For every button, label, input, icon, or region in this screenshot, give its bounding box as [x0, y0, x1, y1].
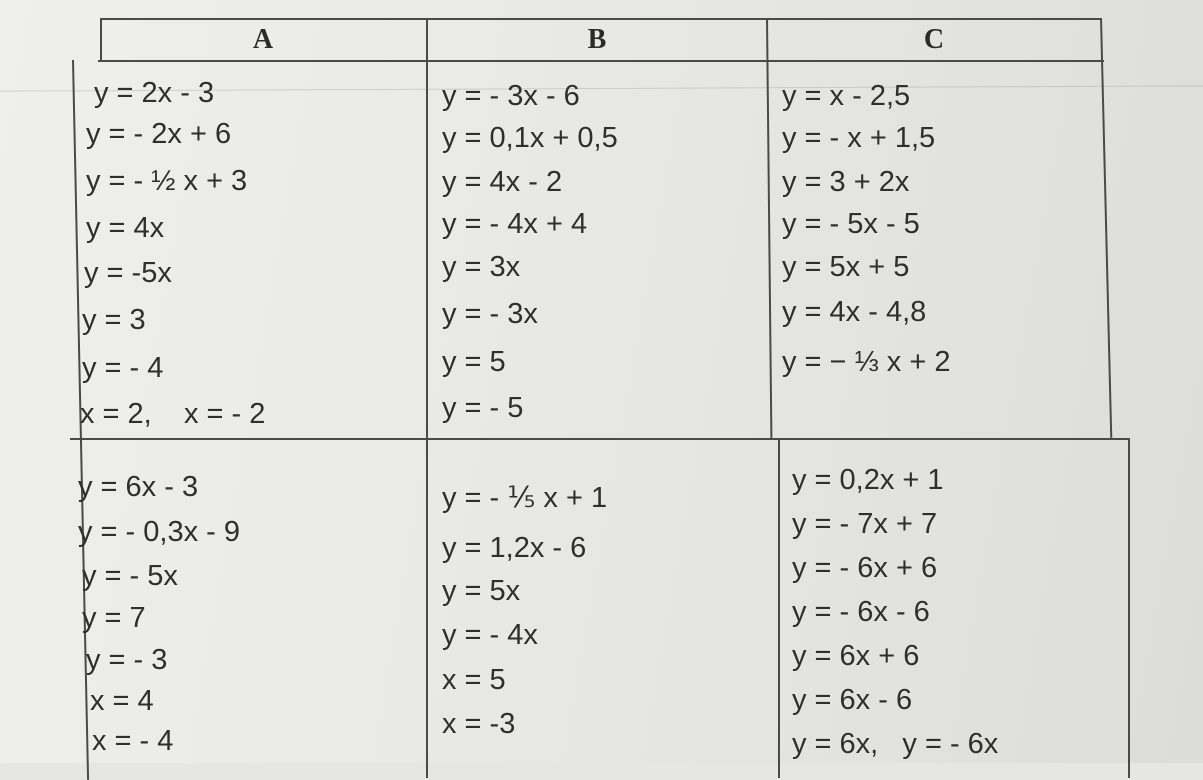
cell-b-row2 — [442, 470, 772, 746]
equation: y = 3 — [82, 304, 146, 336]
table-border-row-divider — [70, 438, 1130, 440]
header-c: C — [923, 24, 945, 55]
equation: y = -5x — [84, 257, 172, 289]
equation: x = 5 — [442, 664, 506, 696]
equation: y = 7 — [82, 602, 146, 634]
equation: y = - 5 — [442, 392, 524, 424]
table-border-col-ab — [426, 18, 428, 778]
equation: y = 0,1x + 0,5 — [442, 122, 618, 154]
equation: y = 3 + 2x — [782, 166, 910, 198]
equation: y = - 0,3x - 9 — [78, 516, 240, 548]
equation: y = - ½ x + 3 — [86, 165, 248, 197]
equation: y = - 3x — [442, 298, 538, 330]
equation: y = 5x + 5 — [782, 251, 910, 283]
equation: y = 2x - 3 — [94, 77, 215, 109]
table-border-top — [100, 18, 1100, 20]
equation: y = - 3 — [86, 644, 168, 676]
equation: y = 0,2x + 1 — [792, 464, 944, 496]
equation: y = 4x — [86, 212, 165, 244]
equation: x = 4 — [90, 685, 154, 717]
equation: y = 5 — [442, 346, 506, 378]
equation: y = - 5x - 5 — [782, 208, 920, 240]
cell-c-row2 — [792, 458, 1122, 766]
equation: x = 2, x = - 2 — [80, 398, 266, 430]
equation: x = - 4 — [92, 725, 174, 757]
equation: y = - 6x + 6 — [792, 552, 938, 584]
equation: y = - ⅕ x + 1 — [442, 482, 608, 514]
equation: y = 6x, y = - 6x — [792, 728, 999, 760]
table-border-header-bottom — [98, 60, 1104, 62]
header-b: B — [587, 24, 607, 55]
equation: y = - 5x — [82, 560, 178, 592]
equation: y = 4x - 4,8 — [782, 296, 927, 328]
equation: y = - 3x - 6 — [442, 80, 580, 112]
cell-a-row1 — [80, 74, 416, 437]
equations-table — [70, 18, 1130, 778]
equation: y = 1,2x - 6 — [442, 532, 587, 564]
equation: y = - 4x + 4 — [442, 208, 588, 240]
equation: y = 6x - 6 — [792, 684, 913, 716]
cell-a-row2 — [78, 465, 418, 761]
equation: y = - 7x + 7 — [792, 508, 938, 540]
cell-c-row1 — [782, 76, 1102, 390]
equation: y = 5x — [442, 575, 521, 607]
table-border-col-bc-lower — [778, 438, 780, 778]
header-a: A — [252, 24, 274, 55]
equation: y = 3x — [442, 251, 521, 283]
equation: y = 6x + 6 — [792, 640, 920, 672]
table-border-right-lower — [1128, 438, 1130, 778]
equation: y = - 4 — [82, 352, 164, 384]
equation: y = - x + 1,5 — [782, 122, 936, 154]
equation: x = -3 — [442, 708, 516, 740]
equation: y = − ⅓ x + 2 — [782, 346, 951, 378]
equation: y = - 2x + 6 — [86, 118, 232, 150]
equation: y = - 6x - 6 — [792, 596, 930, 628]
equation: y = x - 2,5 — [782, 80, 911, 112]
equation: y = - 4x — [442, 619, 538, 651]
table-border-col-bc — [766, 18, 772, 438]
cell-b-row1 — [442, 76, 762, 431]
equation: y = 4x - 2 — [442, 166, 563, 198]
equation: y = 6x - 3 — [78, 471, 199, 503]
